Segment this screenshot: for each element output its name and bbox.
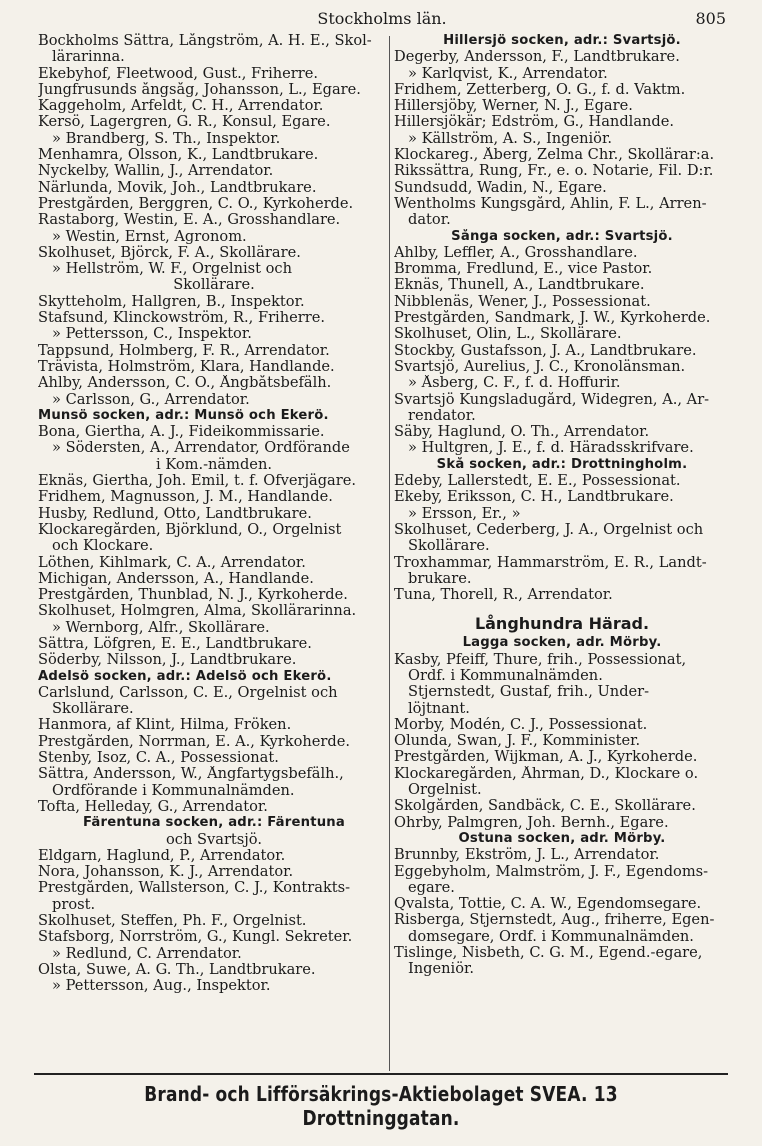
entry-continuation: Skollärare. [408,538,490,555]
entry-continuation: och Klockare. [52,538,154,555]
page-header [38,6,726,32]
entry-continuation: dator. [408,212,451,229]
entry-continuation: egare. [408,879,455,896]
directory-entry: Skytteholm, Hallgren, B., Inspektor. [38,293,305,310]
directory-entry: Löthen, Kihlmark, C. A., Arrendator. [38,554,306,571]
entry-continuation: » Källström, A. S., Ingeniör. [408,130,612,147]
directory-entry: Fridhem, Magnusson, J. M., Handlande. [38,489,333,506]
directory-entry: Ekeby, Eriksson, C. H., Landtbrukare. [394,489,674,506]
directory-entry: Skolgården, Sandbäck, C. E., Skollärare. [394,798,696,815]
entry-continuation: Orgelnist. [408,782,482,799]
directory-entry: Kasby, Pfeiff, Thure, frih., Possessionat, [394,651,687,668]
directory-entry: Wentholms Kungsgård, Ahlin, F. L., Arren- [394,195,707,212]
footer-rule [34,1073,728,1075]
directory-entry: Bockholms Sättra, Långström, A. H. E., Skol- [38,33,372,49]
directory-entry: Menhamra, Olsson, K., Landtbrukare. [38,147,319,164]
page-number: 805 [695,9,726,28]
directory-entry: Edeby, Lallerstedt, E. E., Possessionat. [394,473,681,490]
entry-continuation: » Pettersson, C., Inspektor. [52,326,252,343]
directory-entry: Prestgården, Norrman, E. A., Kyrkoherde. [38,733,351,750]
entry-continuation: » Hultgren, J. E., f. d. Häradsskrifvare. [408,440,694,457]
directory-entry: Fridhem, Zetterberg, O. G., f. d. Vaktm. [394,81,686,98]
parish-heading: Östuna socken, adr. Mörby. [458,830,666,846]
directory-entry: Hanmora, af Klint, Hilma, Fröken. [38,717,292,734]
entry-continuation: Ingeniör. [408,961,475,978]
entry-continuation: brukare. [408,570,472,587]
footer-advertisement: Brand- och Lifförsäkrings-Aktiebolaget SVEA. 13 Drottninggatan. [144,1082,618,1130]
directory-entry: Risberga, Stjernstedt, Aug., friherre, Egen- [394,912,715,929]
entry-continuation: prost. [52,896,96,913]
directory-entry: Skolhuset, Cederberg, J. A., Orgelnist och [394,521,704,538]
directory-entry: Stenby, Isoz, C. A., Possessionat. [38,750,279,767]
directory-entry: Eggebyholm, Malmström, J. F., Egendoms- [394,863,709,880]
right-column [394,33,730,978]
entry-continuation: i Kom.-nämden. [156,456,272,473]
directory-entry: Michigan, Andersson, A., Handlande. [38,570,314,587]
entry-continuation: » Karlqvist, K., Arrendator. [408,65,608,82]
directory-entry: Eknäs, Thunell, A., Landtbrukare. [394,277,645,294]
directory-entry: Rastaborg, Westin, E. A., Grosshandlare. [38,212,341,229]
directory-entry: Kersö, Lagergren, G. R., Konsul, Egare. [38,114,331,131]
directory-entry: Brunnby, Ekström, J. L., Arrendator. [394,847,660,864]
directory-entry: Eldgarn, Haglund, P., Arrendator. [38,847,286,864]
directory-entry: Trävista, Holmström, Klara, Handlande. [38,358,335,375]
directory-entry: Hillersjöby, Werner, N. J., Egare. [394,98,633,115]
entry-continuation: » Södersten, A., Arrendator, Ordförande [52,440,350,457]
directory-entry: Närlunda, Movik, Joh., Landtbrukare. [38,179,317,196]
directory-entry: Skolhuset, Olin, L., Skollärare. [394,326,622,343]
entry-continuation: Ordförande i Kommunalnämden. [52,782,295,799]
directory-entry: Svartsjö Kungsladugård, Widegren, A., Ar- [394,391,710,408]
entry-continuation: » Redlund, C. Arrendator. [52,945,242,962]
entry-continuation: Skollärare. [52,701,134,718]
directory-entry: Prestgården, Berggren, C. O., Kyrkoherde. [38,195,354,212]
entry-continuation: » Åsberg, C. F., f. d. Hoffurir. [408,375,621,392]
directory-entry: Stafsborg, Norrström, G., Kungl. Sekreter. [38,929,353,946]
entry-continuation: lärarinna. [52,49,125,66]
directory-entry: Ekebyhof, Fleetwood, Gust., Friherre. [38,65,319,82]
parish-heading: Färentuna socken, adr.: Färentuna [82,815,345,831]
directory-entry: Kaggeholm, Arfeldt, C. H., Arrendator. [38,98,324,115]
directory-entry: Bona, Giertha, A. J., Fideikommissarie. [38,424,325,441]
district-heading: Långhundra Härad. [474,614,650,634]
directory-entry: Prestgården, Thunblad, N. J., Kyrkoherde. [38,587,348,604]
entry-continuation: » Carlsson, G., Arrendator. [52,391,250,408]
column-divider [389,36,390,1071]
directory-entry: Ahlby, Andersson, C. O., Ångbåtsbefälh. [38,375,332,392]
directory-entry: Prestgården, Wallsterson, C. J., Kontrakts- [38,880,351,897]
directory-entry: Skolhuset, Holmgren, Alma, Skollärarinna. [38,603,357,620]
entry-continuation: » Pettersson, Aug., Inspektor. [52,978,271,995]
entry-continuation: löjtnant. [408,700,470,717]
directory-entry: Tuna, Thorell, R., Arrendator. [394,587,613,604]
parish-heading: Sånga socken, adr.: Svartsjö. [451,228,673,244]
entry-continuation: » Ersson, Er., » [408,505,521,522]
directory-entry: Qvalsta, Tottie, C. A. W., Egendomsegare. [394,896,702,913]
page-title: Stockholms län. [317,9,447,28]
directory-entry: Sundsudd, Wadin, N., Egare. [394,179,607,196]
directory-entry: Tappsund, Holmberg, F. R., Arrendator. [38,342,330,359]
directory-entry: Klockaregården, Björklund, O., Orgelnist [38,521,342,538]
directory-entry: Svartsjö, Aurelius, J. C., Kronolänsman. [394,358,686,375]
entry-continuation: » Brandberg, S. Th., Inspektor. [52,130,281,147]
directory-entry: Prestgården, Wijkman, A. J., Kyrkoherde. [394,749,698,766]
entry-continuation: » Hellström, W. F., Orgelnist och [52,261,292,278]
directory-entry: Klockareg., Åberg, Zelma Chr., Skollärar:a. [394,147,715,164]
directory-entry: Husby, Redlund, Otto, Landtbrukare. [38,505,312,522]
entry-continuation: » Westin, Ernst, Agronom. [52,228,247,245]
directory-entry: Olunda, Swan, J. F., Komminister. [394,733,641,750]
directory-entry: Troxhammar, Hammarström, E. R., Landt- [394,554,707,571]
parish-heading: Adelsö socken, adr.: Adelsö och Ekerö. [38,668,332,684]
directory-entry: Bromma, Fredlund, E., vice Pastor. [394,261,653,278]
directory-entry: Morby, Modén, C. J., Possessionat. [394,716,648,733]
directory-entry: Prestgården, Sandmark, J. W., Kyrkoherde. [394,310,711,327]
directory-entry: Jungfrusunds ångsåg, Johansson, L., Egare. [38,81,361,98]
parish-heading: Munsö socken, adr.: Munsö och Ekerö. [38,407,329,423]
directory-entry: Sättra, Löfgren, E. E., Landtbrukare. [38,635,312,652]
parish-heading: Lagga socken, adr. Mörby. [462,635,662,651]
parish-heading: Skå socken, adr.: Drottningholm. [436,456,688,472]
directory-entry: Säby, Haglund, O. Th., Arrendator. [394,424,650,441]
entry-continuation: Stjernstedt, Gustaf, frih., Under- [408,684,650,701]
entry-continuation: Skollärare. [173,277,255,294]
directory-entry: Stockby, Gustafsson, J. A., Landtbrukare. [394,342,697,359]
directory-entry: Tislinge, Nisbeth, C. G. M., Egend.-egare, [394,945,703,962]
entry-continuation: Ordf. i Kommunalnämden. [408,667,603,684]
directory-entry: Rikssättra, Rung, Fr., e. o. Notarie, Fil. D:r. [394,163,714,180]
directory-entry: Stafsund, Klinckowström, R., Friherre. [38,310,325,327]
directory-entry: Skolhuset, Steffen, Ph. F., Orgelnist. [38,913,307,930]
directory-entry: Eknäs, Giertha, Joh. Emil, t. f. Öfverjägare. [38,473,357,490]
parish-heading: Hillersjö socken, adr.: Svartsjö. [443,33,681,48]
directory-entry: Ahlby, Leffler, A., Grosshandlare. [394,244,638,261]
directory-entry: Carlslund, Carlsson, C. E., Orgelnist och [38,684,338,701]
directory-entry: Ölsta, Suwe, A. G. Th., Landtbrukare. [38,961,316,978]
directory-entry: Hillersjökär; Edström, G., Handlande. [394,114,675,131]
directory-entry: Nora, Johansson, K. J., Arrendator. [38,864,294,881]
directory-entry: Tofta, Helleday, G., Arrendator. [38,798,268,815]
directory-entry: Klockaregården, Åhrman, D., Klockare o. [394,765,699,782]
directory-entry: Sättra, Andersson, W., Ångfartygsbefälh., [38,766,344,783]
directory-entry: Öhrby, Palmgren, Joh. Bernh., Egare. [394,814,669,831]
entry-continuation: och Svartsjö. [166,831,262,848]
left-column [38,33,390,995]
entry-continuation: » Wernborg, Alfr., Skollärare. [52,619,270,636]
directory-entry: Söderby, Nilsson, J., Landtbrukare. [38,652,297,669]
directory-entry: Nibblenäs, Wener, J., Possessionat. [394,293,651,310]
entry-continuation: domsegare, Ordf. i Kommunalnämden. [408,928,694,945]
directory-entry: Skolhuset, Björck, F. A., Skollärare. [38,244,301,261]
directory-entry: Nyckelby, Wallin, J., Arrendator. [38,163,274,180]
directory-entry: Degerby, Andersson, F., Landtbrukare. [394,49,680,66]
entry-continuation: rendator. [408,407,476,424]
